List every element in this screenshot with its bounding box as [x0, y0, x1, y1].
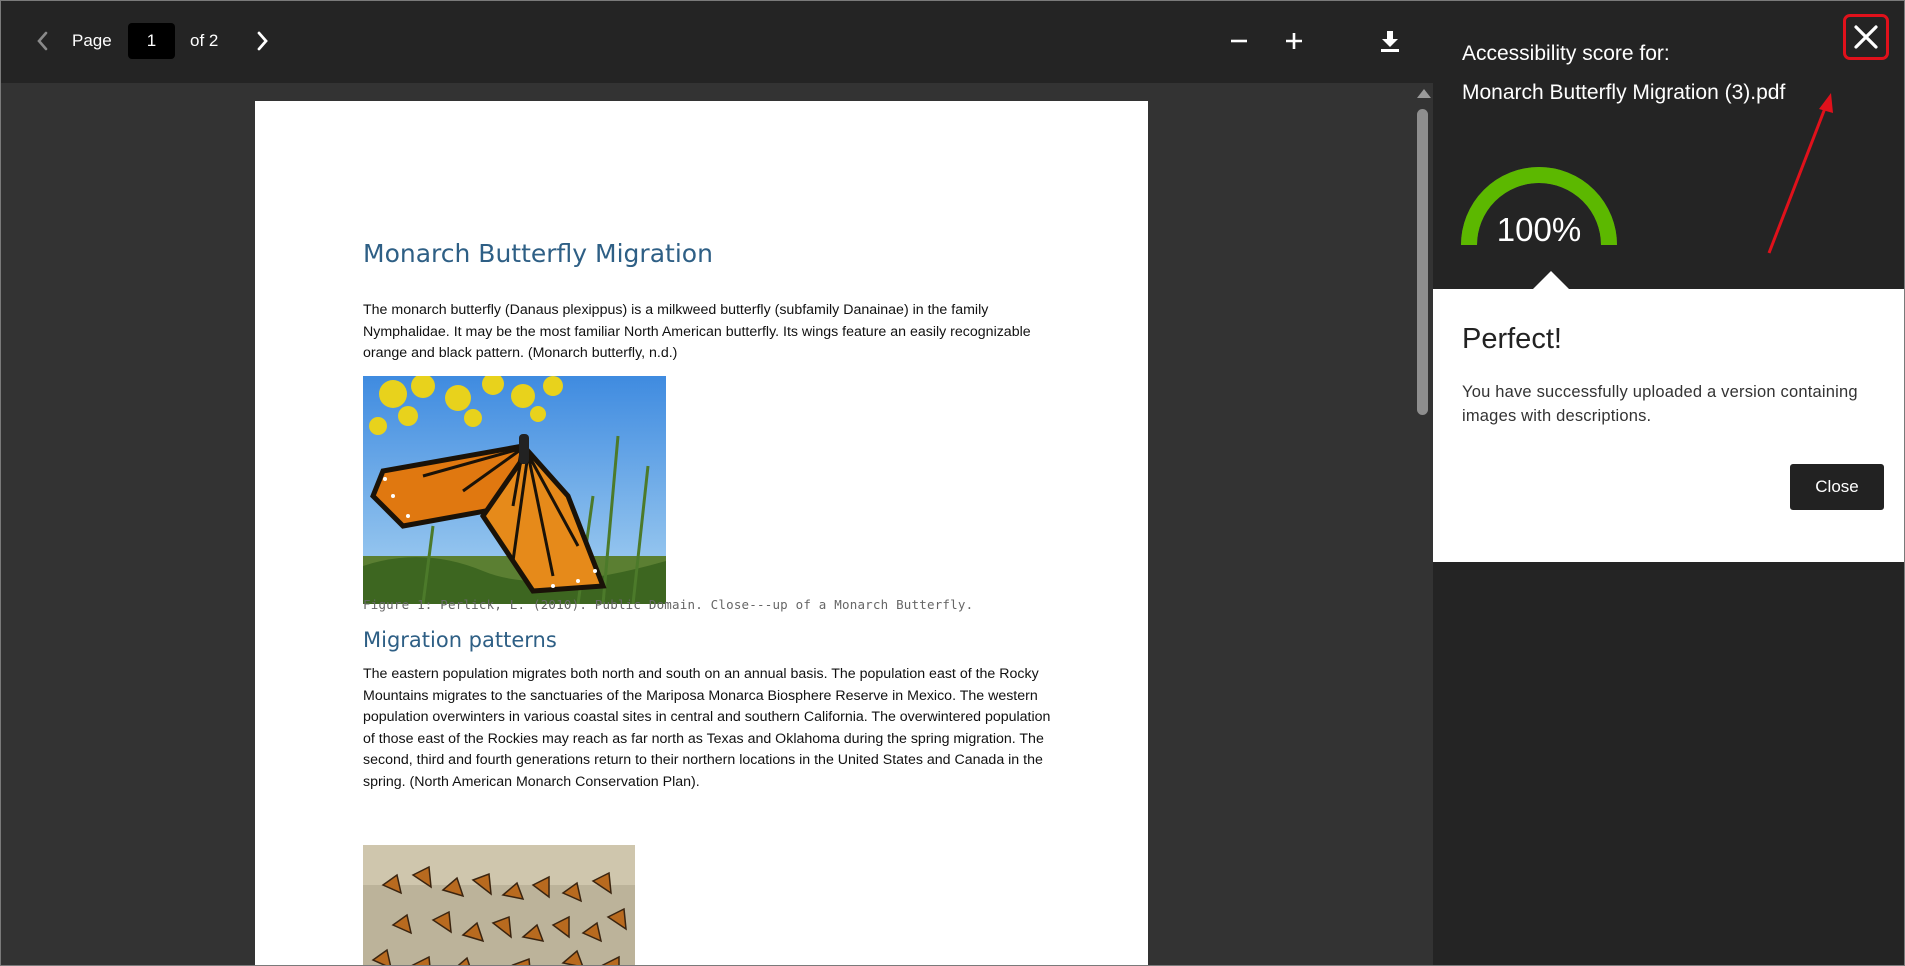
scrollbar-thumb[interactable]: [1417, 109, 1428, 415]
pdf-page: [255, 101, 1148, 966]
section-heading: Migration patterns: [363, 628, 557, 652]
migration-paragraph: The eastern population migrates both north and south on an annual basis. The population east of the Rocky Mountains migrates to the sanctuaries of the Mariposa Monarca Biosphere Reserve in Mexico. The western population overwinters in various coastal sites in central and southern California. The overwintered population of those east of the Rockies may reach as far north as Texas and Oklahoma during the spring migration. The second, third and fourth generations return to their northern locations in the United States and Canada in the spring. (North American Monarch Conservation Plan).: [363, 666, 1051, 790]
document-viewport[interactable]: [1, 83, 1433, 966]
download-icon: [1379, 29, 1401, 53]
result-message: You have successfully uploaded a version containing images with descriptions.: [1462, 383, 1858, 425]
zoom-in-button[interactable]: [1280, 27, 1308, 55]
download-button[interactable]: [1376, 27, 1404, 55]
chevron-right-icon: [254, 30, 270, 52]
score-value: 100%: [1496, 211, 1582, 248]
minus-icon: [1229, 31, 1249, 51]
card-pointer: [1533, 271, 1569, 289]
close-button[interactable]: Close: [1790, 464, 1884, 510]
next-page-button[interactable]: [248, 27, 276, 55]
page-count-label: of 2: [190, 31, 219, 50]
result-title: Perfect!: [1462, 323, 1562, 355]
viewer-toolbar: [1, 1, 1433, 83]
monarch-butterfly-image: [363, 376, 666, 604]
annotation-arrow-icon: [1761, 91, 1841, 261]
scroll-up-arrow-icon[interactable]: [1417, 89, 1431, 98]
chevron-left-icon: [35, 30, 51, 52]
vertical-scrollbar[interactable]: [1411, 83, 1433, 966]
document-title: Monarch Butterfly Migration: [363, 239, 713, 268]
close-icon: [1853, 24, 1879, 50]
panel-heading: Accessibility score for:: [1462, 42, 1670, 65]
result-card: [1433, 289, 1905, 562]
panel-filename: Monarch Butterfly Migration (3).pdf: [1462, 81, 1786, 104]
figure-caption: Figure 1: Perlick, L. (2010). Public Domain. Close---up of a Monarch Butterfly.: [363, 597, 974, 612]
page-number-input[interactable]: [128, 23, 175, 59]
zoom-out-button[interactable]: [1225, 27, 1253, 55]
close-panel-button[interactable]: [1843, 14, 1889, 60]
monarch-cluster-image: [363, 845, 635, 966]
page-label: Page: [72, 31, 112, 50]
plus-icon: [1284, 31, 1304, 51]
previous-page-button[interactable]: [29, 27, 57, 55]
intro-paragraph: The monarch butterfly (Danaus plexippus) is a milkweed butterfly (subfamily Danainae) in the family Nymphalidae. It may be the most familiar North American butterfly. Its wings feature an easily recognizable orange and black pattern. (Monarch butterfly, n.d.): [363, 302, 1031, 362]
